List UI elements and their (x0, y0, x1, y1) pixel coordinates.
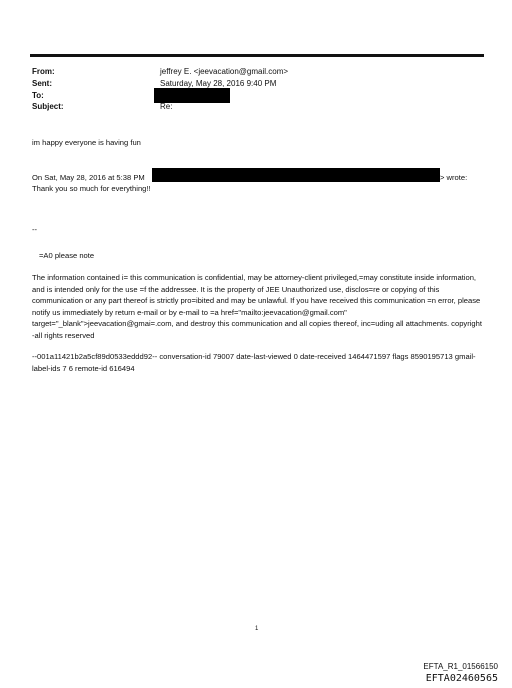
confidentiality-disclaimer: The information contained i= this communication is confidential, may be attorney-client privileged,=may constitute inside information, and is intended only for the use =f the addressee. It is the property of JEE Unauthorized use, disclos=re or copying of this communication or any part thereof is strictly pro=ibited and may be unlawful. If you have received this communication =n error, please notify us immediately by return e-mail or by e-mail to =a href="mailto:jeevacation@gmail.com" target="_blank">jeevacation@gmai=.com, and destroy this communication and all copies thereof, inc=uding all attachments. copyright -all rights reserved (32, 273, 482, 340)
quote-sender-redaction (152, 168, 440, 182)
to-redaction (154, 88, 230, 103)
header-rule (30, 54, 484, 57)
to-label: To: (32, 91, 44, 100)
message-metadata: --001a11421b2a5cf89d0533eddd92-- conversation-id 79007 date-last-viewed 0 date-received 1464471597 flags 8590195713 gmail-label-ids 7 6 remote-id 616494 (32, 352, 476, 373)
bates-reference-2: EFTA02460565 (425, 673, 498, 684)
quote-suffix: > wrote: (440, 173, 468, 182)
sent-label: Sent: (32, 79, 52, 88)
subject-label: Subject: (32, 102, 64, 111)
signature-dashes: -- (32, 225, 38, 234)
quote-prefix: On Sat, May 28, 2016 at 5:38 PM (32, 173, 145, 182)
bates-reference-1: EFTA_R1_01566150 (423, 662, 498, 671)
sent-value: Saturday, May 28, 2016 9:40 PM (160, 79, 277, 88)
reply-text: im happy everyone is having fun (32, 138, 141, 147)
from-label: From: (32, 67, 55, 76)
page-number: 1 (255, 626, 259, 632)
from-value: jeffrey E. <jeevacation@gmail.com> (160, 67, 289, 76)
subject-value: Re: (160, 102, 173, 111)
signature-note: =A0 please note (39, 251, 95, 260)
quote-text: Thank you so much for everything!! (32, 184, 151, 193)
